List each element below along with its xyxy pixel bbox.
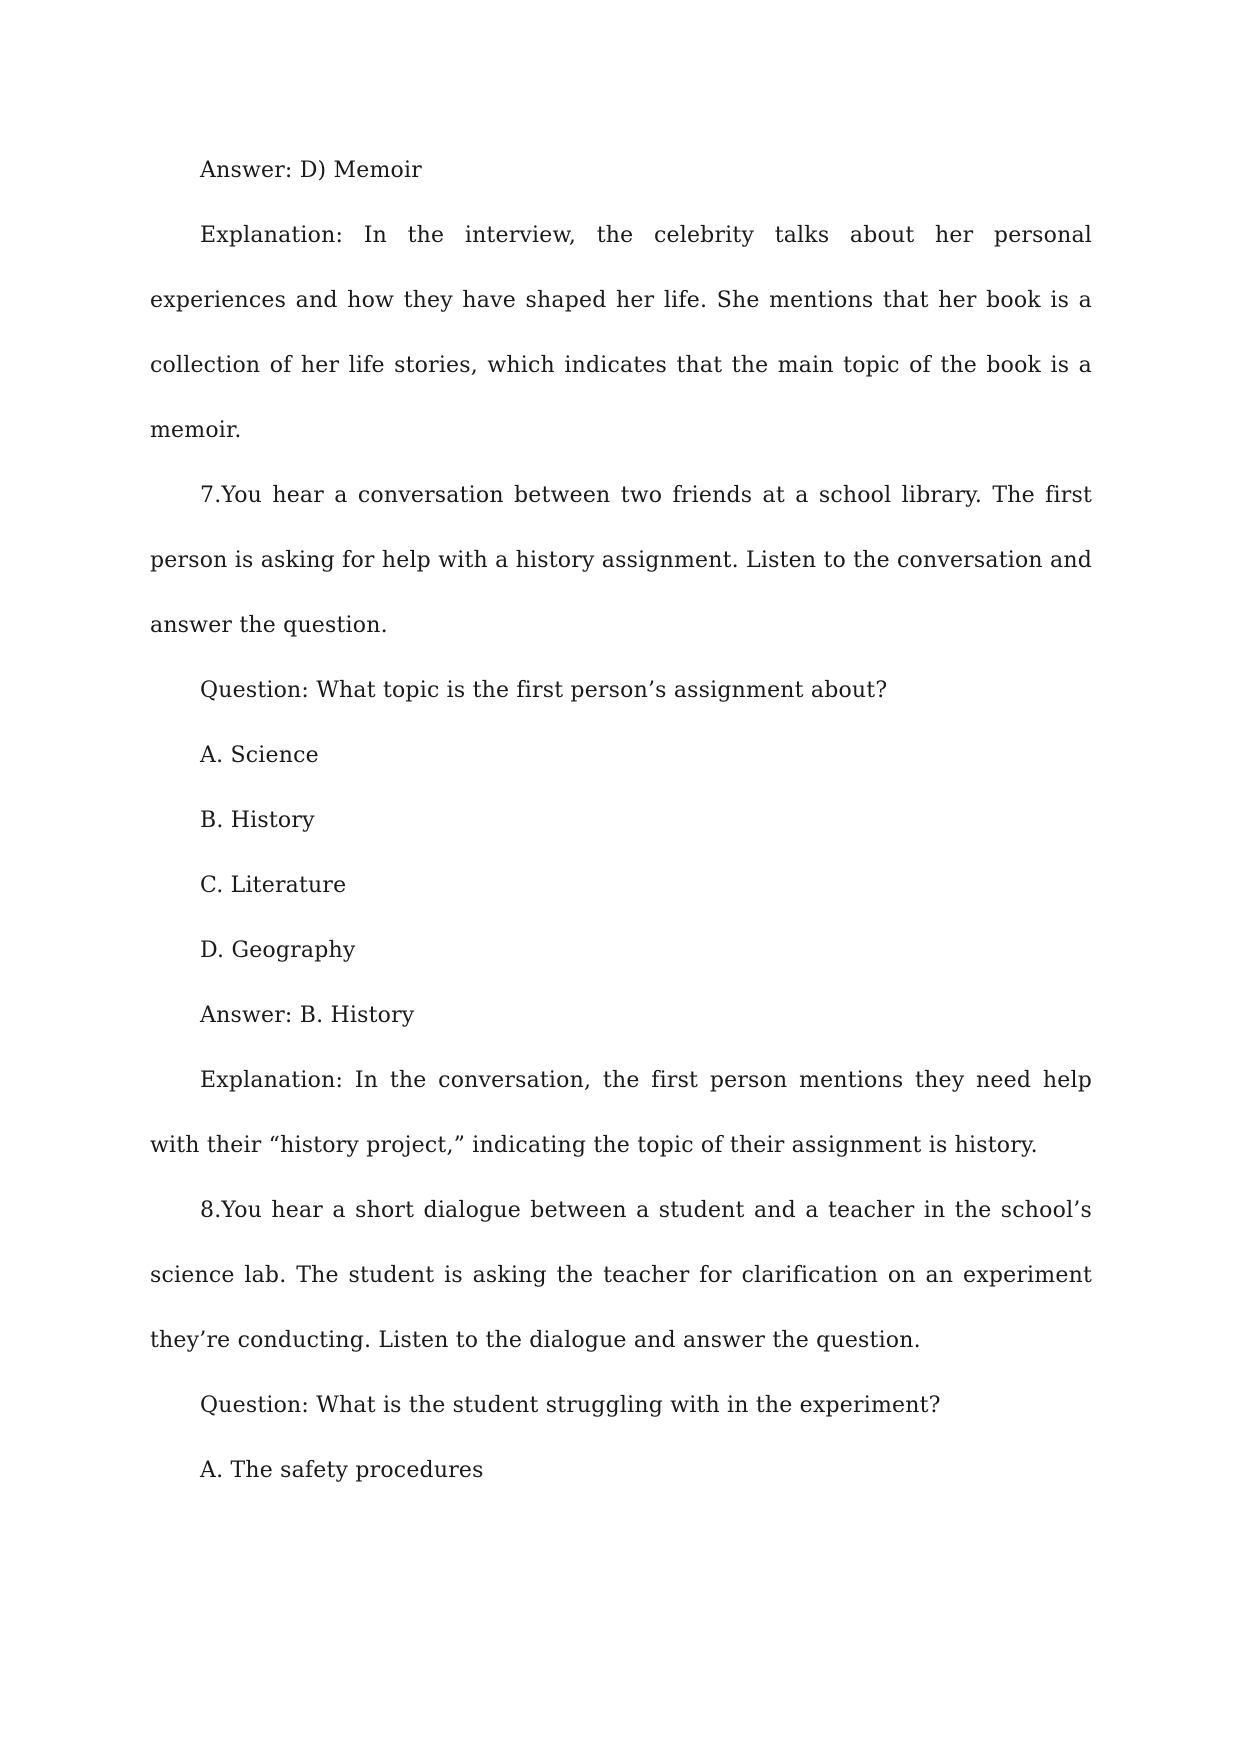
explanation-paragraph: Explanation: In the conversation, the first person mentions they need help with their “history project,” indicating the topic of their assignment is history. (150, 1068, 1092, 1158)
option-b: B. History (200, 808, 315, 833)
explanation-paragraph: Explanation: In the interview, the celebrity talks about her personal experiences and how they have shaped her life. She mentions that her book is a collection of her life stories, which indicates that the main topic of the book is a memoir. (150, 223, 1092, 443)
option-c: C. Literature (200, 873, 347, 898)
answer-line: Answer: D) Memoir (200, 158, 422, 183)
question-line: Question: What is the student struggling with in the experiment? (200, 1393, 941, 1418)
question-8-prompt: 8.You hear a short dialogue between a student and a teacher in the school’s science lab. The student is asking the teacher for clarification on an experiment they’re conducting. Listen to the dialogue and answer the question. (150, 1198, 1092, 1353)
document-page (150, 138, 1092, 1503)
answer-line: Answer: B. History (200, 1003, 415, 1028)
option-a: A. The safety procedures (200, 1458, 484, 1483)
question-7-prompt: 7.You hear a conversation between two friends at a school library. The first person is asking for help with a history assignment. Listen to the conversation and answer the question. (150, 483, 1092, 638)
option-d: D. Geography (200, 938, 356, 963)
option-a: A. Science (200, 743, 319, 768)
question-line: Question: What topic is the first person’s assignment about? (200, 678, 888, 703)
